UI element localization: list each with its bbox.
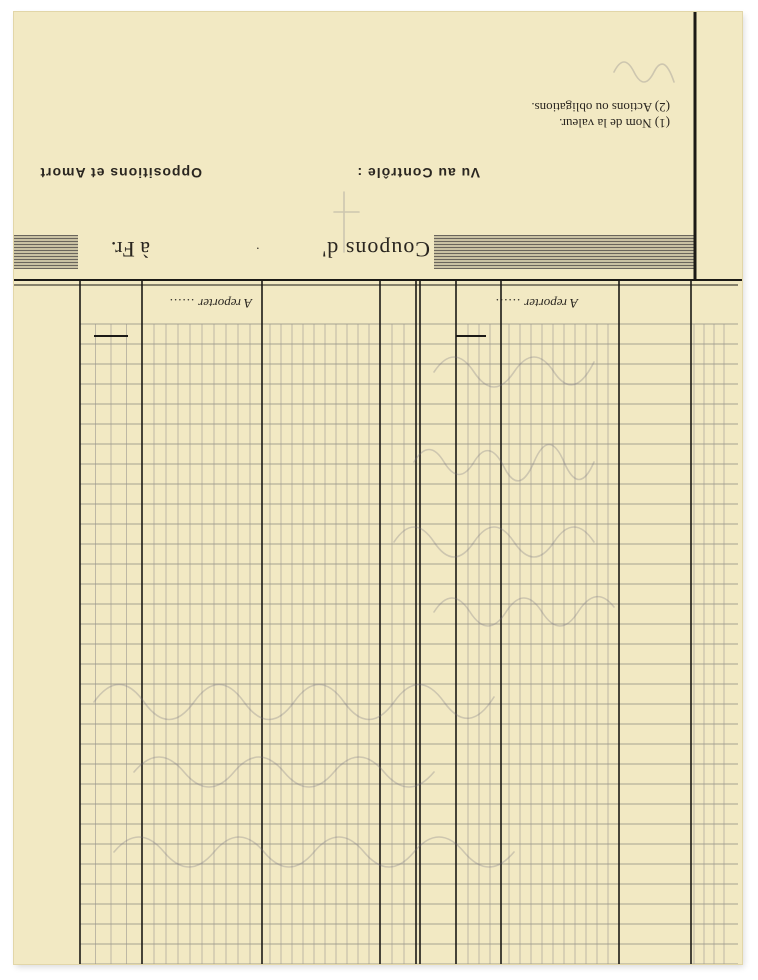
a-reporter-right-label: A reporter <box>524 296 578 311</box>
a-reporter-right <box>495 294 578 312</box>
grid-horizontal-lines <box>80 324 738 964</box>
note-1: (1) Nom de la valeur. <box>559 116 670 131</box>
a-reporter-left <box>169 294 252 312</box>
note-2: (2) Actions ou obligations. <box>531 100 670 115</box>
ledger-grid <box>14 12 742 964</box>
a-reporter-left-dots: ...... <box>168 296 195 311</box>
a-fr-label: à Fr. <box>110 237 150 262</box>
heading-oppositions: Oppositions et Amort <box>39 165 202 181</box>
heading-vu-au-controle: Vu au Contrôle : <box>356 165 480 181</box>
upside-down-form <box>14 12 742 964</box>
a-reporter-left-label: A reporter <box>198 296 252 311</box>
coupons-separator: · <box>254 241 260 256</box>
document-sheet <box>14 12 742 964</box>
coupons-label: Coupons d' <box>321 237 430 262</box>
a-reporter-right-dots: ...... <box>494 296 521 311</box>
